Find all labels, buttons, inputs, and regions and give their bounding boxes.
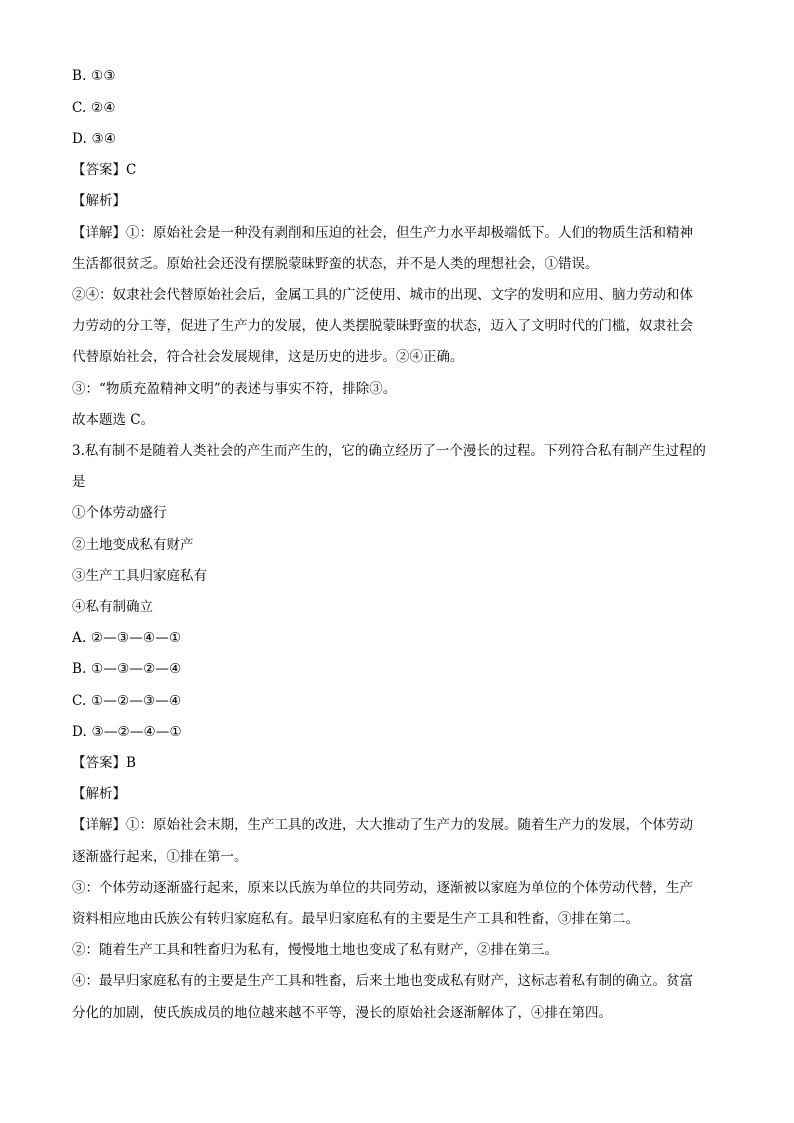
q2-analysis-line: ③：“物质充盈精神文明”的表述与事实不符，排除③。 [72, 381, 397, 397]
q3-item: ②土地变成私有财产 [72, 537, 194, 553]
q3-answer: 【答案】B [72, 755, 136, 771]
q3-option-c: C. ①—②—③—④ [72, 693, 182, 709]
q2-analysis-heading: 【解析】 [72, 193, 126, 209]
q3-item: ④私有制确立 [72, 599, 153, 615]
q2-analysis-line: 力劳动的分工等，促进了生产力的发展，使人类摆脱蒙昧野蛮的状态，迈入了文明时代的门槛，奴隶社会 [72, 318, 693, 334]
q2-analysis-line: 【详解】①：原始社会是一种没有剥削和压迫的社会，但生产力水平却极端低下。人们的物质生活和精神 [72, 225, 693, 241]
q3-stem-line: 是 [72, 474, 86, 490]
q3-analysis-line: 资料相应地由氏族公有转归家庭私有。最早归家庭私有的主要是生产工具和牲畜，③排在第二。 [72, 911, 639, 927]
q2-answer: 【答案】C [72, 162, 137, 178]
q2-analysis-line: 生活都很贫乏。原始社会还没有摆脱蒙昧野蛮的状态，并不是人类的理想社会，①错误。 [72, 256, 599, 272]
q2-option-b: B. ①③ [72, 68, 116, 84]
q2-analysis-line: 代替原始社会，符合社会发展规律，这是历史的进步。②④正确。 [72, 349, 464, 365]
q3-analysis-line: 【详解】①：原始社会末期，生产工具的改进，大大推动了生产力的发展。随着生产力的发展，个体劳动 [72, 817, 693, 833]
q3-analysis-line: ③：个体劳动逐渐盛行起来，原来以氏族为单位的共同劳动，逐渐被以家庭为单位的个体劳动代替，生产 [72, 880, 693, 896]
q2-conclusion: 故本题选 C。 [72, 412, 155, 428]
q3-stem-line: 3.私有制不是随着人类社会的产生而产生的，它的确立经历了一个漫长的过程。下列符合私有制产生过程的 [72, 443, 706, 459]
q3-option-b: B. ①—③—②—④ [72, 661, 182, 677]
q2-analysis-line: ②④：奴隶社会代替原始社会后，金属工具的广泛使用、城市的出现、文字的发明和应用、脑力劳动和体 [72, 287, 693, 303]
q3-analysis-line: ②：随着生产工具和牲畜归为私有，慢慢地土地也变成了私有财产，②排在第三。 [72, 942, 558, 958]
q3-option-a: A. ②—③—④—① [72, 630, 182, 646]
q2-option-d: D. ③④ [72, 131, 117, 147]
q2-option-c: C. ②④ [72, 100, 116, 116]
q3-analysis-line: 逐渐盛行起来，①排在第一。 [72, 849, 248, 865]
q3-item: ①个体劳动盛行 [72, 505, 167, 521]
q3-analysis-line: 分化的加剧，使氏族成员的地位越来越不平等，漫长的原始社会逐渐解体了，④排在第四。 [72, 1005, 612, 1021]
q3-analysis-heading: 【解析】 [72, 786, 126, 802]
q3-analysis-line: ④：最早归家庭私有的主要是生产工具和牲畜，后来土地也变成私有财产，这标志着私有制的确立。贫富 [72, 973, 693, 989]
q3-item: ③生产工具归家庭私有 [72, 568, 207, 584]
q3-option-d: D. ③—②—④—① [72, 724, 182, 740]
